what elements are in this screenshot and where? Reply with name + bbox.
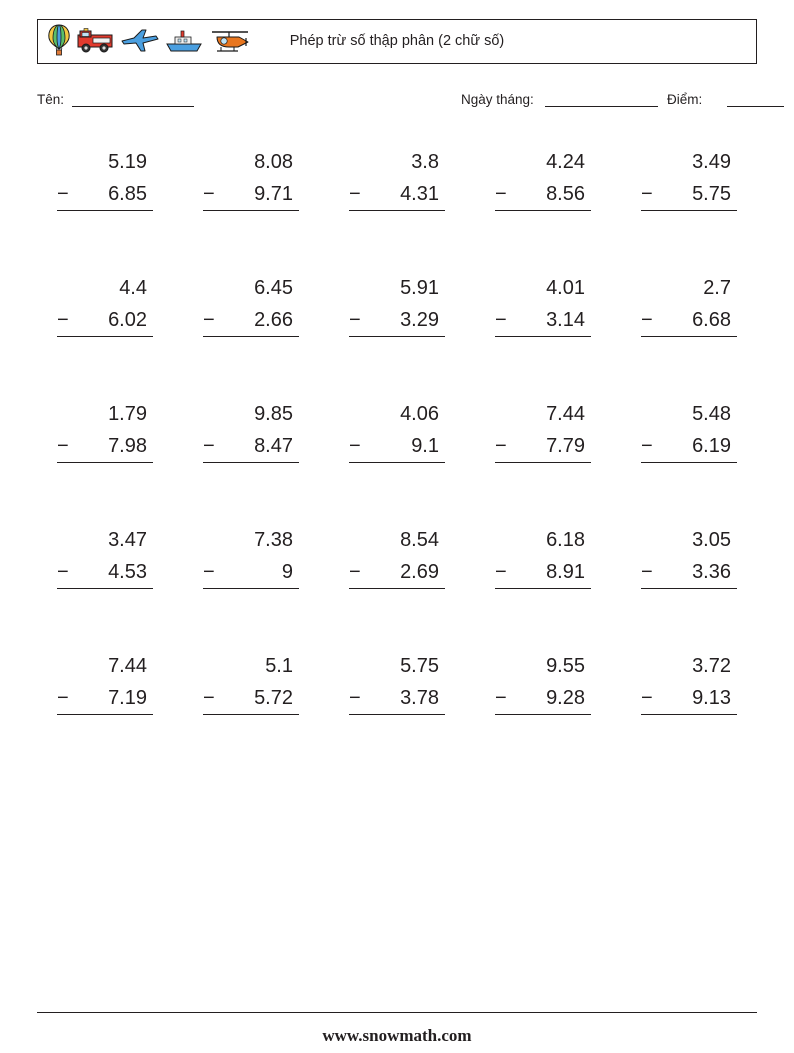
problem-body <box>349 146 445 211</box>
minus-operator-icon: − <box>495 183 507 205</box>
subtrahend-row <box>57 682 153 715</box>
problem-body <box>57 524 153 589</box>
subtrahend: 5.72 <box>254 687 293 709</box>
minuend: 8.54 <box>400 529 439 551</box>
problem-17 <box>183 516 329 642</box>
minuend: 1.79 <box>108 403 147 425</box>
problem-2 <box>183 138 329 264</box>
subtrahend-row <box>57 556 153 589</box>
subtrahend: 8.56 <box>546 183 585 205</box>
minuend: 7.44 <box>546 403 585 425</box>
name-input[interactable] <box>72 92 194 107</box>
subtrahend: 9.28 <box>546 687 585 709</box>
subtrahend: 3.36 <box>692 561 731 583</box>
subtrahend: 6.02 <box>108 309 147 331</box>
score-input[interactable] <box>727 92 784 107</box>
subtrahend: 3.29 <box>400 309 439 331</box>
subtrahend: 7.98 <box>108 435 147 457</box>
minus-operator-icon: − <box>495 435 507 457</box>
subtrahend: 7.79 <box>546 435 585 457</box>
subtrahend-row <box>203 304 299 337</box>
minuend: 8.08 <box>254 151 293 173</box>
minuend: 7.44 <box>108 655 147 677</box>
subtrahend-row <box>203 556 299 589</box>
name-label: Tên: <box>37 92 65 107</box>
problem-1 <box>37 138 183 264</box>
problem-5 <box>621 138 767 264</box>
minus-operator-icon: − <box>495 561 507 583</box>
minus-operator-icon: − <box>349 687 361 709</box>
problem-body <box>349 524 445 589</box>
problem-body <box>57 398 153 463</box>
minus-operator-icon: − <box>57 561 69 583</box>
problem-6 <box>37 264 183 390</box>
problem-22 <box>183 642 329 768</box>
problem-body <box>203 524 299 589</box>
subtrahend: 6.85 <box>108 183 147 205</box>
minuend: 5.75 <box>400 655 439 677</box>
minuend: 3.05 <box>692 529 731 551</box>
problem-body <box>349 650 445 715</box>
problem-13 <box>329 390 475 516</box>
problem-12 <box>183 390 329 516</box>
subtrahend: 6.68 <box>692 309 731 331</box>
date-input[interactable] <box>545 92 658 107</box>
subtrahend-row <box>641 556 737 589</box>
problem-body <box>203 398 299 463</box>
subtrahend: 7.19 <box>108 687 147 709</box>
subtrahend-row <box>495 556 591 589</box>
problem-9 <box>475 264 621 390</box>
problem-10 <box>621 264 767 390</box>
problem-body <box>203 272 299 337</box>
score-label: Điểm: <box>667 92 703 107</box>
minus-operator-icon: − <box>203 687 215 709</box>
footer-divider <box>37 1012 757 1013</box>
subtrahend: 5.75 <box>692 183 731 205</box>
subtrahend-row <box>203 178 299 211</box>
minuend: 3.8 <box>411 151 439 173</box>
problem-body <box>57 650 153 715</box>
minuend: 4.06 <box>400 403 439 425</box>
minus-operator-icon: − <box>641 435 653 457</box>
minus-operator-icon: − <box>641 183 653 205</box>
subtrahend: 6.19 <box>692 435 731 457</box>
minuend: 3.49 <box>692 151 731 173</box>
problem-body <box>641 272 737 337</box>
minus-operator-icon: − <box>495 687 507 709</box>
subtrahend-row <box>641 682 737 715</box>
problem-body <box>349 272 445 337</box>
problem-19 <box>475 516 621 642</box>
minuend: 6.18 <box>546 529 585 551</box>
subtrahend: 8.91 <box>546 561 585 583</box>
subtrahend-row <box>641 430 737 463</box>
subtrahend: 9.1 <box>411 435 439 457</box>
subtrahend: 3.78 <box>400 687 439 709</box>
minuend: 9.85 <box>254 403 293 425</box>
problem-18 <box>329 516 475 642</box>
problem-body <box>495 650 591 715</box>
minuend: 3.47 <box>108 529 147 551</box>
subtrahend-row <box>495 430 591 463</box>
problem-14 <box>475 390 621 516</box>
minuend: 5.1 <box>265 655 293 677</box>
minuend: 9.55 <box>546 655 585 677</box>
header-box <box>37 19 757 64</box>
subtrahend: 2.66 <box>254 309 293 331</box>
subtrahend-row <box>349 556 445 589</box>
subtrahend-row <box>495 682 591 715</box>
problem-body <box>495 146 591 211</box>
subtrahend-row <box>495 178 591 211</box>
minuend: 2.7 <box>703 277 731 299</box>
minuend: 3.72 <box>692 655 731 677</box>
minus-operator-icon: − <box>203 561 215 583</box>
problem-body <box>641 524 737 589</box>
problem-body <box>641 398 737 463</box>
subtrahend-row <box>57 178 153 211</box>
problem-20 <box>621 516 767 642</box>
subtrahend: 8.47 <box>254 435 293 457</box>
subtrahend-row <box>495 304 591 337</box>
problem-3 <box>329 138 475 264</box>
meta-row <box>37 90 757 112</box>
subtrahend-row <box>641 304 737 337</box>
minus-operator-icon: − <box>57 687 69 709</box>
problem-body <box>641 650 737 715</box>
problem-8 <box>329 264 475 390</box>
problem-15 <box>621 390 767 516</box>
minuend: 4.01 <box>546 277 585 299</box>
problem-4 <box>475 138 621 264</box>
minus-operator-icon: − <box>641 687 653 709</box>
subtrahend-row <box>57 430 153 463</box>
problem-body <box>57 272 153 337</box>
minus-operator-icon: − <box>349 561 361 583</box>
problem-23 <box>329 642 475 768</box>
minus-operator-icon: − <box>57 183 69 205</box>
problem-body <box>495 398 591 463</box>
subtrahend-row <box>57 304 153 337</box>
problem-body <box>349 398 445 463</box>
minus-operator-icon: − <box>641 561 653 583</box>
worksheet-title: Phép trừ số thập phân (2 chữ số) <box>289 33 505 49</box>
minus-operator-icon: − <box>203 435 215 457</box>
minus-operator-icon: − <box>203 183 215 205</box>
minuend: 7.38 <box>254 529 293 551</box>
subtrahend: 4.53 <box>108 561 147 583</box>
problem-7 <box>183 264 329 390</box>
problem-24 <box>475 642 621 768</box>
subtrahend: 9.13 <box>692 687 731 709</box>
problem-body <box>495 272 591 337</box>
subtrahend: 3.14 <box>546 309 585 331</box>
minus-operator-icon: − <box>495 309 507 331</box>
problem-grid <box>37 138 767 768</box>
subtrahend-row <box>349 430 445 463</box>
subtrahend: 9.71 <box>254 183 293 205</box>
subtrahend-row <box>349 682 445 715</box>
problem-11 <box>37 390 183 516</box>
minus-operator-icon: − <box>203 309 215 331</box>
subtrahend: 9 <box>281 561 293 583</box>
subtrahend-row <box>641 178 737 211</box>
footer-website: www.snowmath.com <box>322 1026 472 1045</box>
subtrahend-row <box>203 430 299 463</box>
minuend: 5.48 <box>692 403 731 425</box>
problem-body <box>495 524 591 589</box>
subtrahend: 4.31 <box>400 183 439 205</box>
minus-operator-icon: − <box>641 309 653 331</box>
subtrahend-row <box>349 304 445 337</box>
minuend: 4.24 <box>546 151 585 173</box>
minuend: 6.45 <box>254 277 293 299</box>
minus-operator-icon: − <box>57 435 69 457</box>
subtrahend: 2.69 <box>400 561 439 583</box>
problem-16 <box>37 516 183 642</box>
minuend: 4.4 <box>119 277 147 299</box>
minuend: 5.19 <box>108 151 147 173</box>
problem-body <box>203 650 299 715</box>
minus-operator-icon: − <box>349 435 361 457</box>
minus-operator-icon: − <box>349 183 361 205</box>
subtrahend-row <box>203 682 299 715</box>
problem-body <box>57 146 153 211</box>
date-label: Ngày tháng: <box>461 92 534 107</box>
problem-body <box>641 146 737 211</box>
minus-operator-icon: − <box>57 309 69 331</box>
minus-operator-icon: − <box>349 309 361 331</box>
minuend: 5.91 <box>400 277 439 299</box>
problem-21 <box>37 642 183 768</box>
problem-body <box>203 146 299 211</box>
subtrahend-row <box>349 178 445 211</box>
problem-25 <box>621 642 767 768</box>
